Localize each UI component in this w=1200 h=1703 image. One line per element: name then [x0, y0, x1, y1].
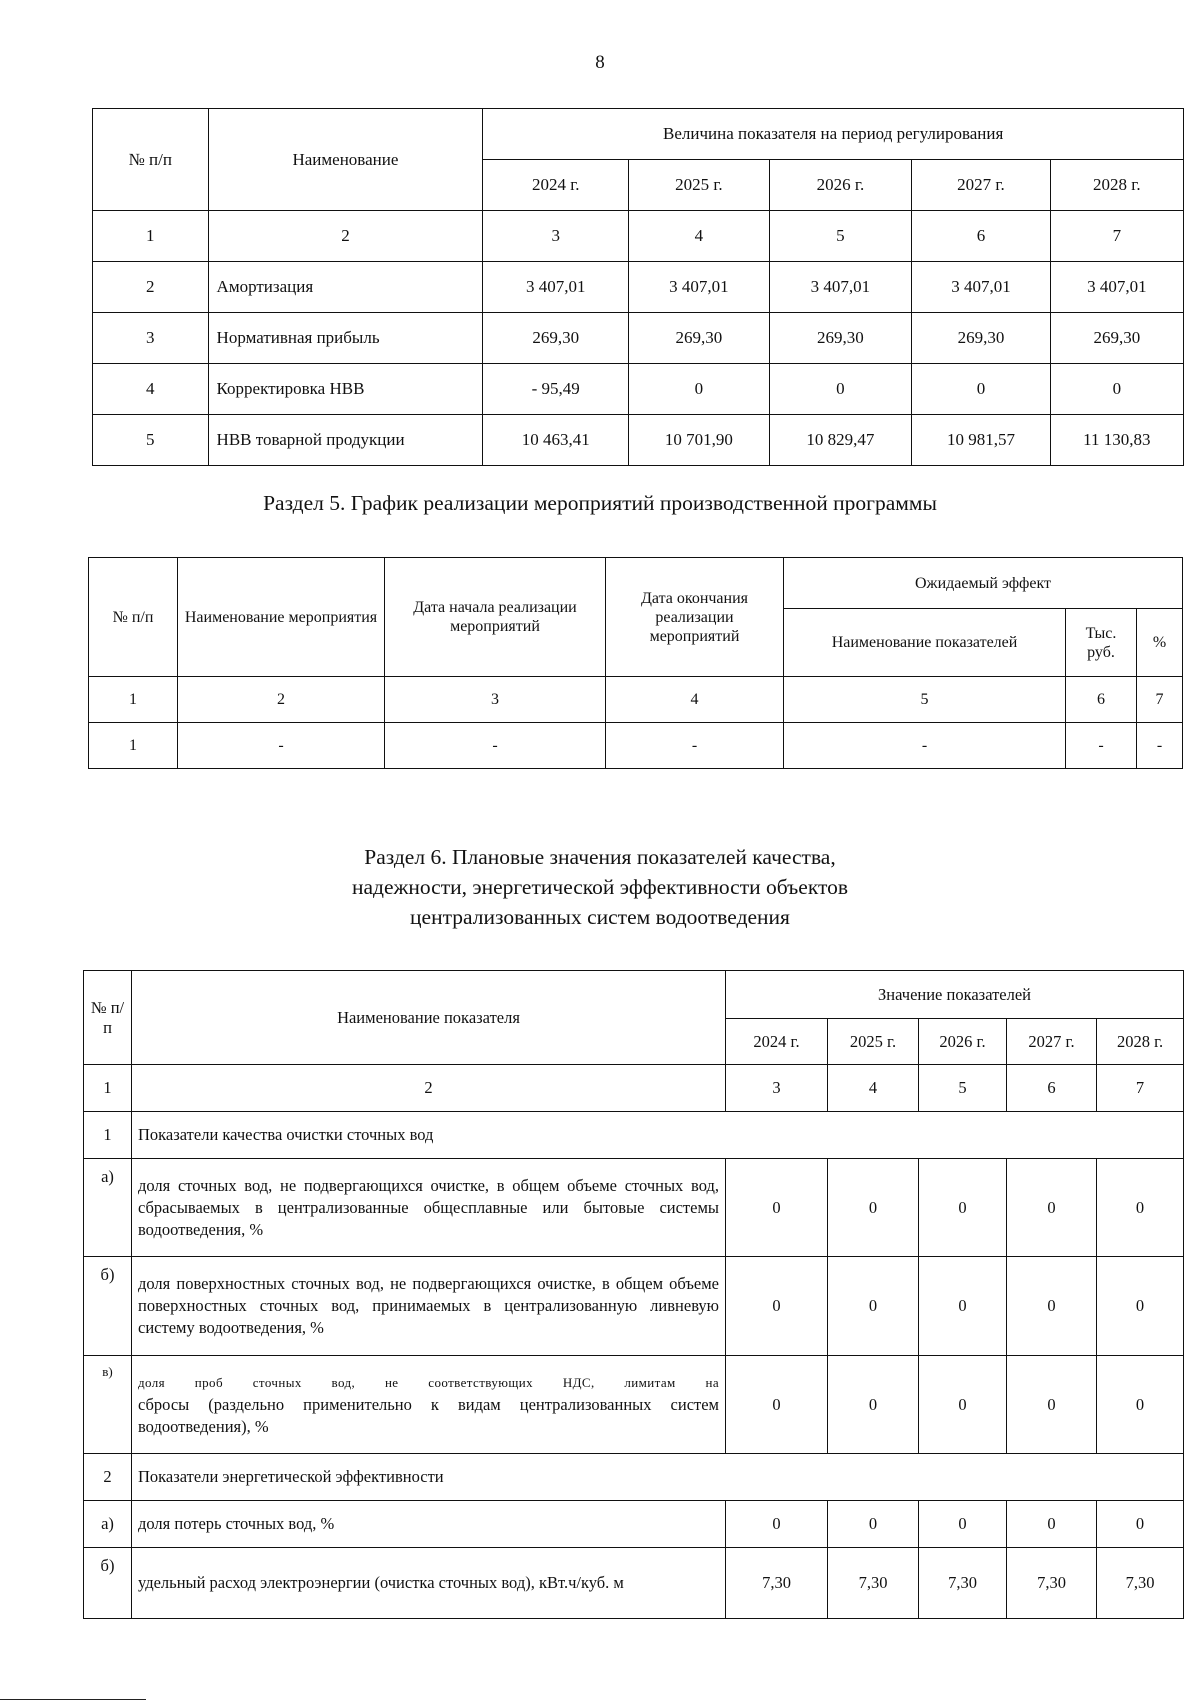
cell: -	[1066, 723, 1137, 769]
table-row	[84, 1257, 1184, 1356]
index-cell: 6	[1007, 1065, 1097, 1112]
col-indicator-header: Наименование показателей	[784, 609, 1066, 677]
index-cell: 1	[93, 211, 209, 262]
value-cell: 3 407,01	[629, 262, 770, 313]
year-header: 2024 г.	[483, 160, 629, 211]
index-cell: 7	[1097, 1065, 1184, 1112]
value-cell: 10 701,90	[629, 415, 770, 466]
cell: -	[606, 723, 784, 769]
cell: -	[385, 723, 606, 769]
value-cell: 0	[726, 1159, 828, 1257]
value-cell: 0	[1007, 1356, 1097, 1454]
index-cell: 3	[726, 1065, 828, 1112]
value-cell: 269,30	[769, 313, 912, 364]
year-header: 2028 г.	[1050, 160, 1183, 211]
value-cell: 269,30	[483, 313, 629, 364]
col-event-name-header: Наименование мероприятия	[178, 558, 385, 677]
row-num: 3	[93, 313, 209, 364]
value-cell: 0	[629, 364, 770, 415]
value-cell: 3 407,01	[912, 262, 1050, 313]
table-row	[93, 364, 1184, 415]
table-row	[93, 313, 1184, 364]
col-end-date-header: Дата окончания реализации мероприятий	[606, 558, 784, 677]
index-cell: 4	[828, 1065, 919, 1112]
col-num-header: № п/п	[84, 971, 132, 1065]
group-title: Показатели качества очистки сточных вод	[132, 1112, 1184, 1159]
value-cell: - 95,49	[483, 364, 629, 415]
index-cell: 5	[769, 211, 912, 262]
index-cell: 5	[919, 1065, 1007, 1112]
value-cell: 0	[828, 1257, 919, 1356]
year-header: 2026 г.	[919, 1019, 1007, 1065]
col-start-date-header: Дата начала реализации мероприятий	[385, 558, 606, 677]
col-indicator-name-header: Наименование показателя	[132, 971, 726, 1065]
year-header: 2027 г.	[1007, 1019, 1097, 1065]
index-cell: 1	[89, 677, 178, 723]
value-cell: 0	[919, 1257, 1007, 1356]
value-cell: 0	[726, 1257, 828, 1356]
index-cell: 6	[912, 211, 1050, 262]
table-row	[93, 415, 1184, 466]
value-cell: 269,30	[912, 313, 1050, 364]
index-cell: 6	[1066, 677, 1137, 723]
value-cell: 3 407,01	[483, 262, 629, 313]
value-cell: 0	[1097, 1356, 1184, 1454]
value-cell: 7,30	[726, 1548, 828, 1619]
year-header: 2026 г.	[769, 160, 912, 211]
value-cell: 3 407,01	[769, 262, 912, 313]
index-row	[84, 1065, 1184, 1112]
group-title: Показатели энергетической эффективности	[132, 1454, 1184, 1501]
col-name-header: Наименование	[208, 109, 483, 211]
row-name: доля сточных вод, не подвергающихся очистке, в общем объеме сточных вод, сбрасываемых в централизованные общесплавные или бытовые системы водоотведения, %	[132, 1159, 726, 1257]
section6-title-line: Раздел 6. Плановые значения показателей качества,	[364, 845, 836, 869]
year-header: 2024 г.	[726, 1019, 828, 1065]
row-letter: б)	[84, 1548, 132, 1619]
table-row	[84, 1159, 1184, 1257]
col-values-header: Значение показателей	[726, 971, 1184, 1019]
table-row	[89, 723, 1183, 769]
row-num: 4	[93, 364, 209, 415]
value-cell: 7,30	[1007, 1548, 1097, 1619]
row-name: НВВ товарной продукции	[208, 415, 483, 466]
index-cell: 2	[178, 677, 385, 723]
row-letter: б)	[84, 1257, 132, 1356]
table-row	[84, 1548, 1184, 1619]
value-cell: 7,30	[828, 1548, 919, 1619]
index-cell: 7	[1050, 211, 1183, 262]
index-row	[89, 677, 1183, 723]
index-cell: 4	[606, 677, 784, 723]
group-row	[84, 1454, 1184, 1501]
value-cell: 0	[828, 1356, 919, 1454]
value-cell: 0	[828, 1501, 919, 1548]
regulation-values-table	[92, 108, 1184, 466]
value-cell: 0	[828, 1159, 919, 1257]
value-cell: 0	[1007, 1159, 1097, 1257]
row-name: удельный расход электроэнергии (очистка сточных вод), кВт.ч/куб. м	[132, 1548, 726, 1619]
value-cell: 0	[912, 364, 1050, 415]
col-value-group-header: Величина показателя на период регулирования	[483, 109, 1184, 160]
index-cell: 1	[84, 1065, 132, 1112]
index-cell: 2	[132, 1065, 726, 1112]
index-cell: 4	[629, 211, 770, 262]
row-letter: а)	[84, 1501, 132, 1548]
year-header: 2025 г.	[629, 160, 770, 211]
value-cell: 0	[919, 1501, 1007, 1548]
year-header: 2025 г.	[828, 1019, 919, 1065]
value-cell: 269,30	[629, 313, 770, 364]
value-cell: 0	[1050, 364, 1183, 415]
value-cell: 269,30	[1050, 313, 1183, 364]
col-num-header: № п/п	[93, 109, 209, 211]
cell: -	[1137, 723, 1183, 769]
year-header: 2028 г.	[1097, 1019, 1184, 1065]
page-number: 8	[595, 52, 605, 73]
row-name: доля потерь сточных вод, %	[132, 1501, 726, 1548]
index-cell: 3	[385, 677, 606, 723]
table-row	[93, 262, 1184, 313]
row-name	[132, 1356, 726, 1454]
cell: -	[784, 723, 1066, 769]
value-cell: 11 130,83	[1050, 415, 1183, 466]
row-num: 1	[89, 723, 178, 769]
col-num-header: № п/п	[89, 558, 178, 677]
value-cell: 0	[1097, 1257, 1184, 1356]
value-cell: 0	[726, 1501, 828, 1548]
value-cell: 3 407,01	[1050, 262, 1183, 313]
section5-title: Раздел 5. График реализации мероприятий производственной программы	[263, 491, 937, 515]
index-cell: 3	[483, 211, 629, 262]
quality-indicators-table	[83, 970, 1184, 1619]
value-cell: 7,30	[1097, 1548, 1184, 1619]
year-header: 2027 г.	[912, 160, 1050, 211]
value-cell: 0	[1097, 1501, 1184, 1548]
group-num: 2	[84, 1454, 132, 1501]
table-row	[84, 1356, 1184, 1454]
row-name: Нормативная прибыль	[208, 313, 483, 364]
cell: -	[178, 723, 385, 769]
value-cell: 0	[919, 1159, 1007, 1257]
row-name: Амортизация	[208, 262, 483, 313]
col-thous-rub-header: Тыс. руб.	[1066, 609, 1137, 677]
schedule-table	[88, 557, 1183, 769]
row-name-first-line: доля проб сточных вод, не соответствующих НДС, лимитам на	[138, 1374, 719, 1390]
value-cell: 0	[1097, 1159, 1184, 1257]
section6-title-line: централизованных систем водоотведения	[410, 905, 790, 929]
value-cell: 0	[769, 364, 912, 415]
group-row	[84, 1112, 1184, 1159]
table-row	[84, 1501, 1184, 1548]
row-num: 2	[93, 262, 209, 313]
value-cell: 0	[1007, 1501, 1097, 1548]
value-cell: 10 981,57	[912, 415, 1050, 466]
row-name: Корректировка НВВ	[208, 364, 483, 415]
row-letter: в)	[84, 1356, 132, 1454]
index-row	[93, 211, 1184, 262]
row-letter: а)	[84, 1159, 132, 1257]
index-cell: 2	[208, 211, 483, 262]
row-num: 5	[93, 415, 209, 466]
value-cell: 0	[1007, 1257, 1097, 1356]
value-cell: 10 829,47	[769, 415, 912, 466]
index-cell: 7	[1137, 677, 1183, 723]
group-num: 1	[84, 1112, 132, 1159]
index-cell: 5	[784, 677, 1066, 723]
col-effect-header: Ожидаемый эффект	[784, 558, 1183, 609]
col-percent-header: %	[1137, 609, 1183, 677]
section6-title	[0, 842, 1200, 932]
value-cell: 10 463,41	[483, 415, 629, 466]
section6-title-line: надежности, энергетической эффективности объектов	[352, 875, 848, 899]
value-cell: 0	[726, 1356, 828, 1454]
row-name: доля поверхностных сточных вод, не подвергающихся очистке, в общем объеме поверхностных сточных вод, принимаемых в централизованную ливневую систему водоотведения, %	[132, 1257, 726, 1356]
row-name-rest: сбросы (раздельно применительно к видам централизованных систем водоотведения), %	[138, 1394, 719, 1436]
value-cell: 0	[919, 1356, 1007, 1454]
footnote-divider	[0, 1699, 146, 1700]
value-cell: 7,30	[919, 1548, 1007, 1619]
